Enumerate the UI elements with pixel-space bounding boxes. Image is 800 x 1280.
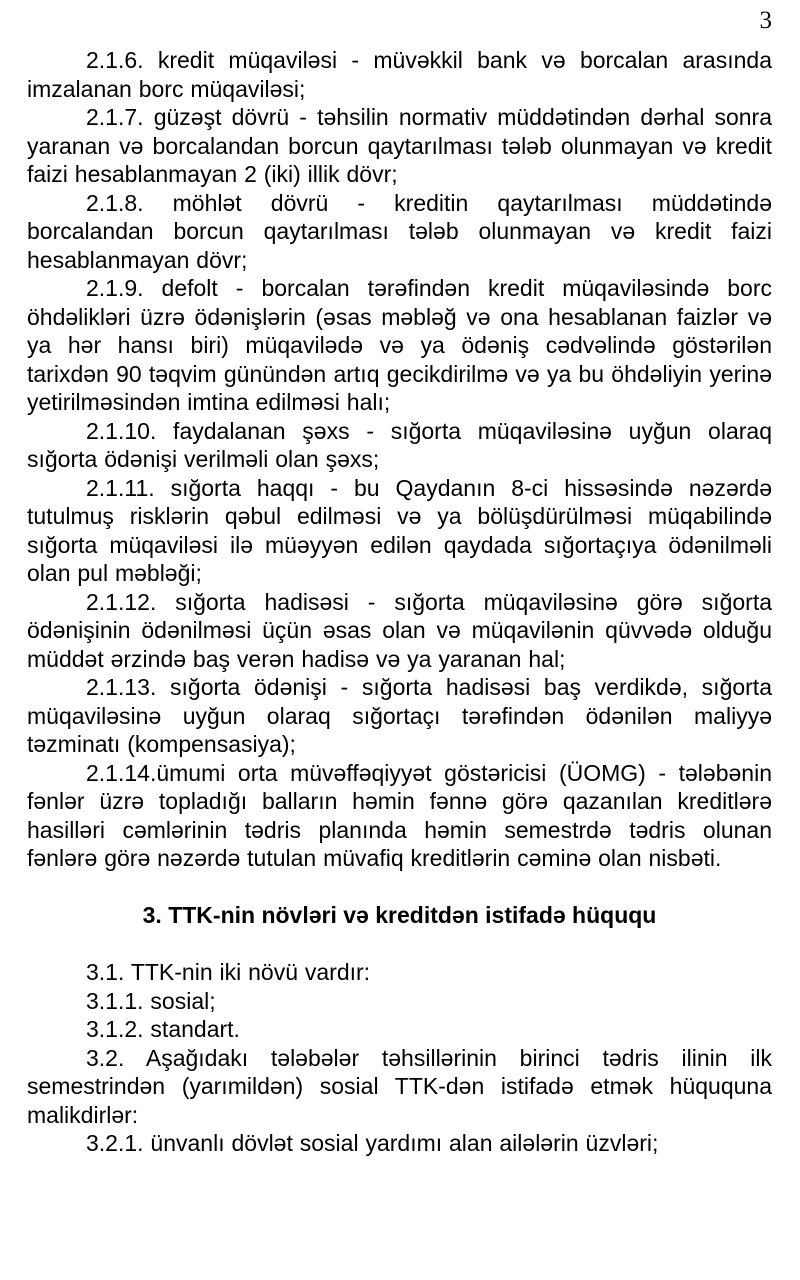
paragraph-3-2-1: 3.2.1. ünvanlı dövlət sosial yardımı alan ailələrin üzvləri; <box>86 1130 659 1156</box>
paragraph-2-1-9: 2.1.9. defolt - borcalan tərəfindən kredit müqaviləsində borc öhdəlikləri üzrə ödənişlərin (əsas məbləğ və ona hesablanan faizlər və ya hər hansı biri) müqavilədə və ya ödəniş cədvəlində göstərilən tarixdən 90 təqvim günündən artıq gecikdirilmə və ya bu öhdəliyin yerinə yetirilməsindən imtina edilməsi halı; <box>27 275 772 415</box>
paragraph-3-1-2: 3.1.2. standart. <box>86 1016 240 1042</box>
paragraph-2-1-13: 2.1.13. sığorta ödənişi - sığorta hadisəsi baş verdikdə, sığorta müqaviləsinə uyğun olaraq sığortaçı tərəfindən ödənilən maliyyə təzminatı (kompensasiya); <box>27 674 772 757</box>
paragraph-2-1-7: 2.1.7. güzəşt dövrü - təhsilin normativ müddətindən dərhal sonra yaranan və borcalandan borcun qaytarılması tələb olunmayan və kredit faizi hesablanmayan 2 (iki) illik dövr; <box>27 104 772 187</box>
paragraph-2-1-14: 2.1.14.ümumi orta müvəffəqiyyət göstəricisi (ÜOMG) - tələbənin fənlər üzrə topladığı balların həmin fənnə görə qazanılan kreditlərə hasilləri cəmlərinin tədris planında həmin semestrdə tədris olunan fənlərə görə nəzərdə tutulan müvafiq kreditlərin cəminə olan nisbəti. <box>27 759 772 871</box>
paragraph-2-1-6: 2.1.6. kredit müqaviləsi - müvəkkil bank və borcalan arasında imzalanan borc müqaviləsi; <box>27 47 772 102</box>
paragraph-2-1-8: 2.1.8. möhlət dövrü - kreditin qaytarılması müddətində borcalandan borcun qaytarılması tələb olunmayan və kredit faizi hesablanmayan dövr; <box>27 189 772 273</box>
paragraph-2-1-10: 2.1.10. faydalanan şəxs - sığorta müqaviləsinə uyğun olaraq sığorta ödənişi verilməli olan şəxs; <box>27 417 772 472</box>
document-body <box>27 46 772 1158</box>
paragraph-2-1-11: 2.1.11. sığorta haqqı - bu Qaydanın 8-ci hissəsində nəzərdə tutulmuş risklərin qəbul edilməsi və ya bölüşdürülməsi müqabilində sığorta müqaviləsi ilə müəyyən edilən qaydada sığortaçıya ödənilməli olan pul məbləği; <box>27 474 772 586</box>
paragraph-3-1: 3.1. TTK-nin iki növü vardır: <box>86 959 371 985</box>
paragraph-3-2: 3.2. Aşağıdakı tələbələr təhsillərinin birinci tədris ilinin ilk semestrindən (yarımildən) sosial TTK-dən istifadə etmək hüququna malikdirlər: <box>27 1044 772 1128</box>
paragraph-2-1-12: 2.1.12. sığorta hadisəsi - sığorta müqaviləsinə görə sığorta ödənişinin ödənilməsi üçün əsas olan və müqavilənin qüvvədə olduğu müddət ərzində baş verən hadisə və ya yaranan hal; <box>27 588 772 672</box>
page-number: 3 <box>759 7 772 34</box>
section-heading: 3. TTK-nin növləri və kreditdən istifadə hüququ <box>142 902 657 928</box>
paragraph-3-1-1: 3.1.1. sosial; <box>86 987 216 1014</box>
